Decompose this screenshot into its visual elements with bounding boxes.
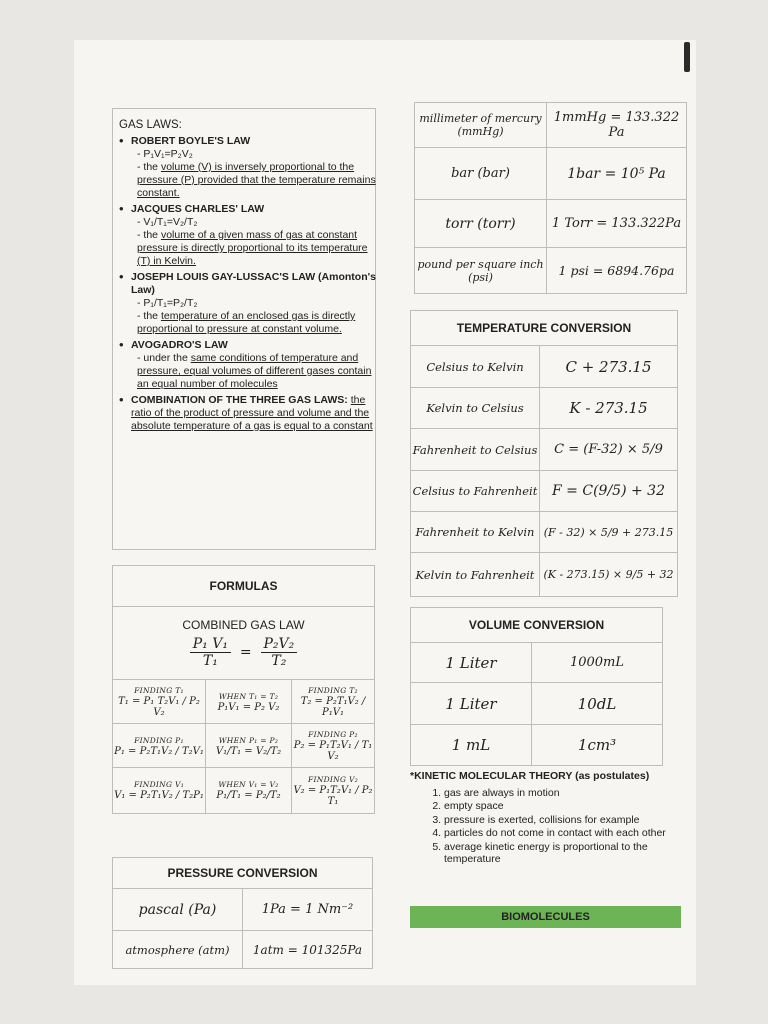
table-cell: Fahrenheit to Kelvin <box>415 525 535 539</box>
law-name: • AVOGADRO'S LAW <box>131 339 228 351</box>
formula-caption: FINDING P₁ <box>134 735 184 745</box>
table-cell: Fahrenheit to Celsius <box>412 442 538 457</box>
table-cell: 1cm³ <box>577 736 617 754</box>
list-item <box>131 394 379 433</box>
desc-text: same conditions of temperature and pressure, equal volumes of different gases contain an equal number of molecules <box>137 352 372 390</box>
formula-equation: P₁/T₁ = P₂/T₂ <box>216 790 281 801</box>
formula-cell <box>113 768 205 812</box>
list-item: 1. gas are always in motion <box>444 787 670 800</box>
formula-caption: FINDING T₂ <box>308 686 358 695</box>
law-name: COMBINATION OF THE THREE GAS LAWS: <box>131 394 348 406</box>
list-item <box>131 271 379 336</box>
formula-caption: WHEN V₁ = V₂ <box>218 780 279 789</box>
formula-caption: FINDING T₁ <box>134 686 184 695</box>
table-cell: K - 273.15 <box>569 399 648 417</box>
table-cell: C + 273.15 <box>565 357 652 376</box>
desc-text: the ratio of the product of pressure and volume and the absolute temperature of a gas is equal to a constant <box>131 394 373 432</box>
desc-lead: - the <box>137 161 161 173</box>
law-formula: - P₁V₁=P₂V₂ <box>137 148 193 160</box>
equation-term: T₁ <box>202 653 218 669</box>
biomolecules-header: BIOMOLECULES <box>410 906 681 928</box>
volume-conversion-title: VOLUME CONVERSION <box>468 618 605 632</box>
formula-cell <box>206 680 291 723</box>
formulas-box <box>112 565 375 814</box>
table-cell: atmosphere (atm) <box>125 942 230 957</box>
law-name: • JACQUES CHARLES' LAW <box>131 203 265 215</box>
list-item <box>131 339 379 391</box>
table-cell: 1 psi = 6894.76pa <box>558 263 675 278</box>
table-cell: 1mmHg = 133.322 Pa <box>553 110 680 140</box>
volume-conversion-table <box>410 607 663 766</box>
desc-lead: - the <box>137 310 161 322</box>
table-cell: Celsius to Fahrenheit <box>412 484 538 498</box>
equation-term: T₂ <box>271 653 287 669</box>
law-description <box>131 229 379 268</box>
paper-edge-mark <box>684 42 690 72</box>
equals-sign: = <box>239 644 252 661</box>
table-cell: 1 Torr = 133.322Pa <box>551 216 682 231</box>
formula-cell <box>292 680 374 723</box>
law-description <box>131 161 379 200</box>
list-item <box>131 135 379 200</box>
formula-caption: WHEN P₁ = P₂ <box>218 735 279 745</box>
combined-gas-law <box>113 618 374 669</box>
table-cell: torr (torr) <box>445 215 516 232</box>
kinetic-list <box>410 787 670 866</box>
table-cell: (K - 273.15) × 9/5 + 32 <box>543 568 674 581</box>
gas-laws-box <box>112 108 376 550</box>
formula-equation: P₁V₁ = P₂ V₂ <box>217 701 280 713</box>
formula-equation: V₁/T₁ = V₂/T₂ <box>215 745 282 757</box>
law-description <box>131 310 379 336</box>
table-cell: Kelvin to Celsius <box>426 401 524 415</box>
table-cell: pascal (Pa) <box>138 901 217 918</box>
pressure-conversion-table <box>112 857 373 969</box>
list-item <box>131 203 379 268</box>
formula-cell <box>113 724 205 767</box>
formula-caption: FINDING V₂ <box>307 774 359 784</box>
desc-lead: - the <box>137 229 161 241</box>
formula-equation: T₂ = P₂T₁V₂ / P₁V₁ <box>300 696 366 718</box>
table-cell: C = (F-32) × 5/9 <box>554 442 663 457</box>
formula-cell <box>206 724 291 767</box>
formula-cell <box>292 768 374 812</box>
formula-equation: P₁ = P₂T₁V₂ / T₂V₁ <box>114 745 204 757</box>
formula-equation: V₂ = P₁T₂V₁ / P₂ T₁ <box>293 784 373 807</box>
formula-equation: P₂ = P₁T₂V₁ / T₁ V₂ <box>293 740 373 762</box>
table-cell: (F - 32) × 5/9 + 273.15 <box>543 525 674 539</box>
desc-text: volume (V) is inversely proportional to the pressure (P) provided that the temperature remains constant. <box>137 161 376 199</box>
table-cell: 1atm = 101325Pa <box>252 942 363 957</box>
table-cell: F = C(9/5) + 32 <box>552 483 665 499</box>
formula-caption: WHEN T₁ = T₂ <box>218 691 279 701</box>
law-name: • ROBERT BOYLE'S LAW <box>131 135 251 147</box>
table-cell: 1000mL <box>569 655 625 670</box>
kinetic-molecular-theory <box>410 770 670 867</box>
formulas-title: FORMULAS <box>209 579 278 593</box>
equation-term: P₂V₂ <box>261 636 298 653</box>
formula-equation: V₁ = P₂T₁V₂ / T₂P₁ <box>114 790 204 801</box>
formula-cell <box>292 724 374 767</box>
table-cell: 10dL <box>577 694 617 713</box>
equation-term: P₁ V₁ <box>190 636 231 653</box>
table-cell: bar (bar) <box>451 166 510 181</box>
law-name: • JOSEPH LOUIS GAY-LUSSAC'S LAW (Amonton's Law) <box>131 271 376 296</box>
table-cell: 1bar = 10⁵ Pa <box>567 165 666 182</box>
list-item: 4. particles do not come in contact with each other <box>444 827 670 840</box>
table-cell: millimeter of mercury (mmHg) <box>419 112 542 138</box>
table-cell: Celsius to Kelvin <box>426 359 524 374</box>
law-formula: - V₁/T₁=V₂/T₂ <box>137 216 198 228</box>
combined-gas-law-equation <box>113 636 374 669</box>
pressure-units-table <box>414 102 687 294</box>
formula-cell <box>113 680 205 723</box>
table-cell: pound per square inch (psi) <box>417 257 544 284</box>
list-item: 5. average kinetic energy is proportional to the temperature <box>444 841 670 866</box>
law-formula: - P₁/T₁=P₂/T₂ <box>137 297 198 309</box>
list-item: 2. empty space <box>444 800 670 813</box>
table-cell: 1Pa = 1 Nm⁻² <box>261 902 354 917</box>
pressure-conversion-title: PRESSURE CONVERSION <box>167 866 318 880</box>
formula-cell <box>206 768 291 812</box>
formula-caption: FINDING P₂ <box>308 730 358 739</box>
table-cell: 1 Liter <box>445 694 497 713</box>
table-cell: 1 Liter <box>445 653 497 672</box>
desc-lead: - under the <box>137 352 191 364</box>
table-cell: Kelvin to Fahrenheit <box>415 567 535 582</box>
desc-text: volume of a given mass of gas at constant pressure is directly proportional to its temperature (T) in Kelvin. <box>137 229 368 267</box>
combined-gas-law-label: COMBINED GAS LAW <box>182 618 305 632</box>
formula-caption: FINDING V₁ <box>133 780 185 789</box>
temperature-conversion-title: TEMPERATURE CONVERSION <box>456 321 632 335</box>
table-cell: 1 mL <box>451 736 491 754</box>
list-item: 3. pressure is exerted, collisions for example <box>444 814 670 827</box>
law-description <box>131 394 379 433</box>
law-description <box>131 352 379 391</box>
gas-laws-title: GAS LAWS: <box>119 119 182 131</box>
gas-laws-list <box>119 135 379 436</box>
temperature-conversion-table <box>410 310 678 597</box>
kinetic-title: *KINETIC MOLECULAR THEORY (as postulates) <box>410 770 650 782</box>
desc-text: temperature of an enclosed gas is directly proportional to pressure at constant volume. <box>137 310 356 335</box>
formula-equation: T₁ = P₁ T₂V₁ / P₂ V₂ <box>118 696 200 718</box>
